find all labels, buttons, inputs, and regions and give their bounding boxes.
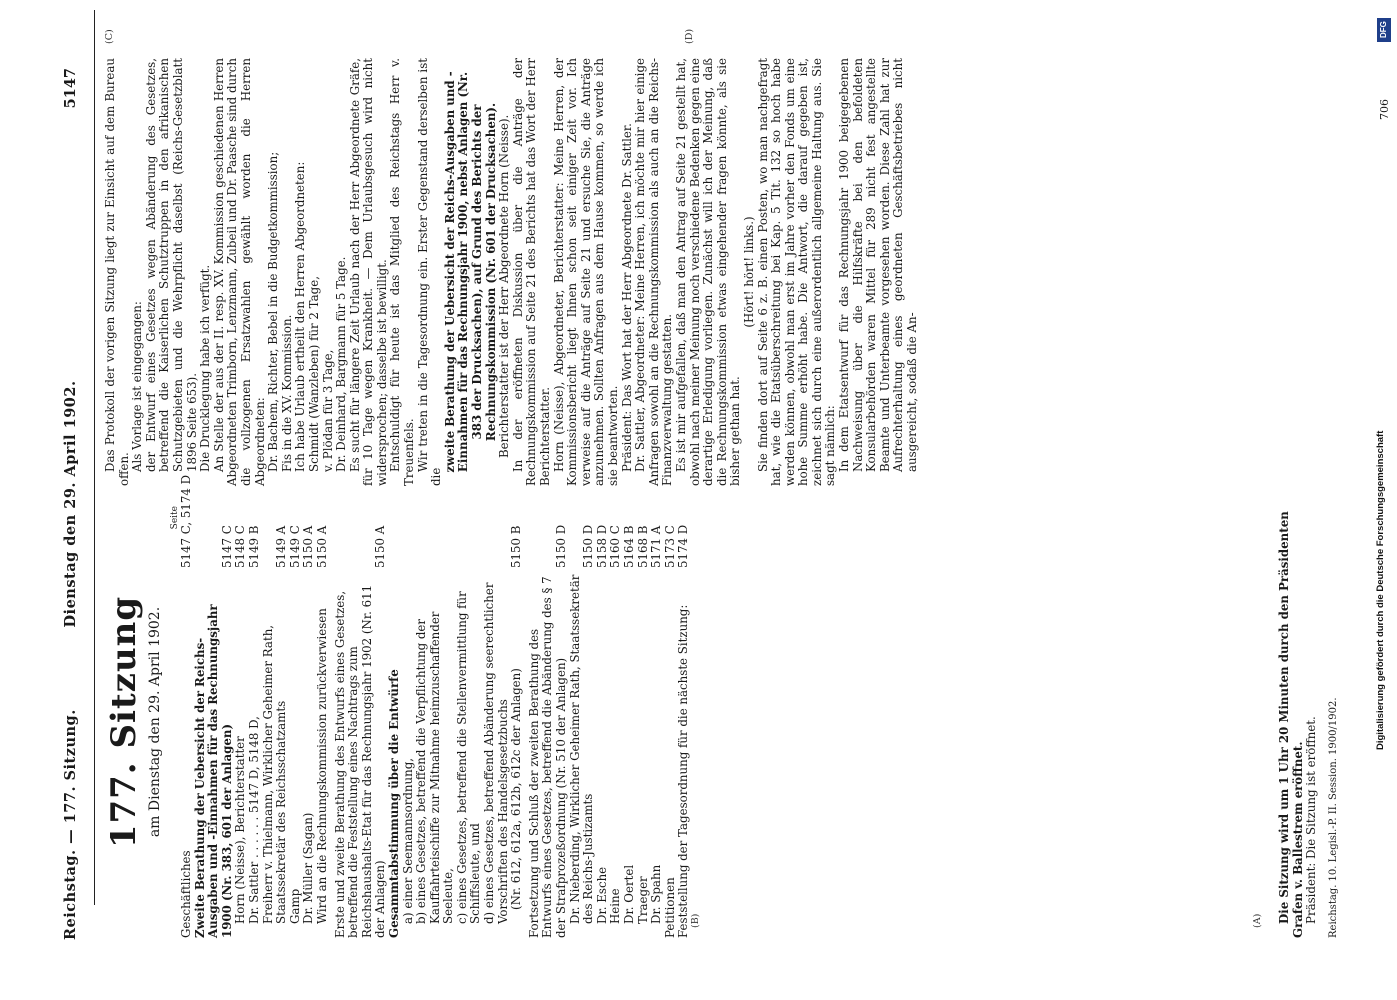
header-rule [94, 10, 95, 905]
left-column [104, 474, 691, 938]
toc-page: 5149 B [246, 525, 261, 568]
paragraph: v. Plödan für 3 Tage, [320, 349, 335, 472]
speech: Es ist mir aufgefallen, daß man den Antrag auf Seite 21 gestellt hat, obwohl nach meiner Meinung noch verschiedene Bedenken gegen eine derartige Erledigung vorliegen. Zunächst will ich der Meinung, daß die Rechnungskommission etwas eingehender fragen könnte, als sie bisher gethan hat. [673, 58, 743, 486]
paragraph: Dr. Bachem, Richter, Bebel in die Budgetkommission; [266, 151, 281, 472]
toc-page: 5158 D [594, 524, 609, 568]
margin-marker-c: (C) [104, 29, 115, 44]
toc-text: a) einer Seemannsordnung, [400, 757, 415, 924]
president-opening: Präsident: Die Sitzung ist eröffnet. [1304, 716, 1319, 924]
toc-entry [334, 506, 388, 938]
paragraph: Berichterstatter ist der Herr Abgeordnete Horn (Neisse). [497, 114, 512, 458]
page-footer: Reichstag. 10. Legisl.-P. II. Session. 1900/1902. [1328, 697, 1339, 938]
toc-entry [402, 506, 416, 938]
toc-entry [623, 506, 637, 938]
speech: Horn (Neisse), Abgeordneter, Berichterstatter: Meine Herren, der Kommissionsbericht liegt Ihnen schon seit einiger Zeit vor. Ich verweise auf die Anträge auf Seite 21 und ersuche Sie, die Anträge anzunehmen. Sollten Anfragen aus dem Hause kommen, so werde ich sie beantworten. [551, 58, 620, 486]
toc-text: Dr. Esche [594, 866, 609, 924]
paragraph: Es sucht für längere Zeit Urlaub nach der Herr Abgeordnete Gräfe, für 10 Tage wegen Krankheit. — Dem Urlaubsgesuch wird nicht widersprochen; dasselbe ist bewilligt. [347, 58, 389, 486]
toc-page: 5149 C [287, 525, 302, 568]
speech: Sie finden dort auf Seite 6 z. B. einen Posten, wo man nachgefragt hat, wie die Etatsüberschreitung bei Kap. 5 Tit. 132 so hoch habe werden können, obwohl man erst im Jahre vorher den Fonds um eine hohe Summe erhöht habe. Die Antwort, die darauf gegeben ist, zeichnet sich durch eine außerordentlich allgemeine Haltung aus. Sie sagt nämlich: [755, 58, 838, 486]
paragraph: An Stelle der aus der II. resp. XV. Kommission geschiedenen Herren Abgeordneten Trimborn, Lenzmann, Zubeil und Dr. Paasche sind durch die vollzogenen Ersatzwahlen gewählt worden die Herren Abgeordneten: [211, 58, 267, 486]
toc-entry [528, 506, 569, 938]
speech: Dr. Sattler, Abgeordneter: Meine Herren, ich möchte mir hier einige Anfragen sowohl an die Rechnungskommission als auch an die Reichs-Finanzverwaltung gestatten. [633, 58, 675, 486]
right-column [104, 58, 920, 486]
toc-page: 5147 C [219, 525, 234, 568]
paragraph: Das Protokoll der vorigen Sitzung liegt zur Einsicht auf dem Bureau offen. [103, 58, 131, 486]
agenda-item: zweite Berathung der Uebersicht der Reichs-Ausgaben und -Einnahmen für das Rechnungsjahr 1900, nebst Anlagen (Nr. 383 der Drucksachen), auf Grund des Berichts der Rechnungskommission (Nr. 601 der Drucksachen). [442, 71, 498, 473]
toc-entry [316, 506, 330, 938]
toc-text: Dr. Spahn [649, 864, 664, 924]
paragraph: Schmidt (Wanzleben) für 2 Tage, [306, 276, 321, 472]
toc-text: Wird an die Rechnungskommission zurückverwiesen [314, 608, 329, 924]
toc-text: (Nr. 612, 612a, 612b, 612c der Anlagen) [509, 668, 524, 910]
toc-entry [483, 506, 510, 938]
toc-page: 5174 D [676, 524, 691, 568]
credit-text: Digitalisierung gefördert durch die Deutsche Forschungsgemeinschaft [1375, 430, 1386, 750]
toc-page: 5164 B [622, 525, 636, 568]
toc-page: 5150 B [509, 525, 524, 568]
toc-text: Gamp [287, 888, 302, 924]
paragraph: Wir treten in die Tagesordnung ein. Erster Gegenstand derselben ist die [415, 58, 444, 486]
toc-entry [194, 506, 235, 938]
toc-text: d) eines Gesetzes, betreffend Abänderung seerechtlicher Vorschriften des Handelsgesetzbuchs [482, 582, 510, 924]
running-head [62, 68, 92, 940]
toc-page: 5160 C [608, 525, 623, 568]
running-head-left: Reichstag. — 177. Sitzung. [62, 709, 79, 940]
paragraph: Dr. Deinhard, Bargmann für 5 Tage. [334, 256, 349, 472]
interjection: (Hört! hört! links.) [741, 216, 756, 328]
toc-entry [664, 506, 678, 938]
toc-text: Traeger [635, 876, 650, 924]
toc-entry [179, 474, 194, 938]
toc-text: Zweite Berathung der Uebersicht der Reichs-Ausgaben und -Einnahmen für das Rechnungsjahr 1900 (Nr. 383, 601 der Anlagen) [192, 604, 234, 938]
toc-text: Dr. Nieberding, Wirklicher Geheimer Rath, Staatssekretär des Reichs-Justizamts [567, 574, 596, 924]
toc-entry [248, 506, 262, 938]
paragraph: Als Vorlage ist eingegangen: [130, 301, 145, 472]
digitization-credit [1375, 10, 1393, 990]
seite-label: Seite [170, 506, 180, 530]
opening-sentence: Die Sitzung wird um 1 Uhr 20 Minuten durch den Präsidenten Grafen v. Ballestrem eröffnet. [1277, 511, 1305, 938]
running-head-page-number: 5147 [62, 68, 79, 109]
toc-page: 5171 A [649, 525, 664, 568]
toc-entry [637, 506, 651, 938]
session-title: 177. Sitzung [104, 595, 144, 849]
toc-text: Feststellung der Tagesordnung für die nächste Sitzung: [676, 604, 691, 938]
toc-entry [569, 506, 596, 938]
toc-text: Dr. Sattler . . . . . . 5147 D, 5148 D, [246, 716, 261, 924]
bottom-page-number: 706 [1378, 99, 1391, 120]
toc-entry [609, 506, 623, 938]
toc-page: 5150 D [581, 524, 596, 568]
toc-text: Freiherr v. Thielmann, Wirklicher Geheimer Rath, Staatssekretär des Reichsschatzamts [260, 624, 289, 924]
toc-entry [388, 506, 402, 938]
toc-entry [456, 506, 483, 938]
margin-marker-d: (D) [684, 28, 695, 44]
toc-entry [677, 506, 691, 938]
toc-page: 5168 B [635, 525, 650, 568]
toc-entry [596, 506, 610, 938]
session-opening [1278, 506, 1319, 938]
dfg-logo: DFG [1377, 18, 1391, 42]
quotation: In dem Etatsentwurf für das Rechnungsjahr 1900 beigegebenen Nachweisung über die Hilfskräfte bei den befoldeten Konsularbehörden waren Mittel für 289 nicht fest angestellte Beamte und Unterbeamte vorgesehen worden. Diese Zahl hat zur Aufrechterhaltung eines geordneten Geschäftsbetriebes nicht ausgereicht, sodaß die An- [837, 58, 920, 472]
paragraph: In der eröffneten Diskussion über die Anträge der Rechnungskommission auf Seite 21 des Berichts hat das Wort der Herr Berichterstatter. [510, 58, 552, 486]
running-head-center: Dienstag den 29. April 1902. [62, 380, 79, 628]
speech: Präsident: Das Wort hat der Herr Abgeordnete Dr. Sattler. [619, 123, 634, 472]
toc-text: Fortsetzung und Schluß der zweiten Berathung des Entwurfs eines Gesetzes, betreffend die Abänderung des § 7 der Strafprozeßordnung (Nr. 510 der Anlagen) [526, 576, 569, 938]
toc-entry [302, 506, 316, 938]
toc-page: 5147 C, 5174 D [179, 474, 193, 568]
toc-text: Heine [608, 888, 623, 924]
paragraph: Ich habe Urlaub ertheilt den Herren Abgeordneten: [293, 161, 308, 472]
toc-page: 5149 A [274, 525, 289, 568]
paragraph: Die Drucklegung habe ich verfügt. [198, 264, 213, 472]
toc-page: 5150 D [554, 524, 569, 568]
toc-page: 5150 A [314, 525, 329, 568]
toc-page: 5150 A [301, 525, 316, 568]
toc-text: Horn (Neisse), Berichterstatter [233, 736, 248, 924]
session-date: am Dienstag den 29. April 1902. [147, 606, 163, 838]
toc-page: 5173 C [662, 525, 677, 568]
toc-text: Gesammtabstimmung über die Entwürfe [386, 669, 401, 938]
toc-text: Geschäftliches [179, 850, 193, 938]
toc-entry [289, 506, 303, 938]
toc-text: Petitionen [662, 877, 677, 938]
toc-page: 5148 C [233, 525, 248, 568]
toc-text: b) eines Gesetzes, betreffend die Verpflichtung der Kauffahrteischiffe zur Mitnahme heimzuschaffender Seeleute, [414, 611, 456, 924]
toc-text: Dr. Müller (Sagan) [301, 812, 316, 924]
toc-entry [262, 506, 289, 938]
toc-entry [510, 506, 524, 938]
toc-text: Erste und zweite Berathung des Entwurfs eines Gesetzes, betreffend die Feststellung eines Nachtrags zum Reichshaushalts-Etat für das Rechnungsjahr 1902 (Nr. 611 der Anlagen) [332, 584, 388, 938]
margin-marker-b: (B) [690, 913, 701, 928]
paragraph: Fis in die XV. Kommission. [279, 314, 294, 472]
toc-entry [234, 506, 248, 938]
toc-text: Dr. Oertel [622, 864, 636, 924]
toc-page: 5150 A [373, 525, 388, 568]
toc-entry [415, 506, 456, 938]
toc-entry [650, 506, 664, 938]
toc-text: c) eines Gesetzes, betreffend die Stellenvermittlung für Schiffsleute, und [454, 591, 483, 924]
paragraph: Entschuldigt für heute ist das Mitglied des Reichstags Herr v. Treuenfels. [388, 58, 417, 486]
margin-marker-a: (A) [1252, 913, 1263, 928]
paragraph: der Entwurf eines Gesetzes wegen Abänderung des Gesetzes, betreffend die Kaiserlichen Schutztruppen in den afrikanischen Schutzgebieten und die Wehrpflicht daselbst (Reichs-Gesetzblatt 1896 Seite 653). [143, 58, 199, 472]
